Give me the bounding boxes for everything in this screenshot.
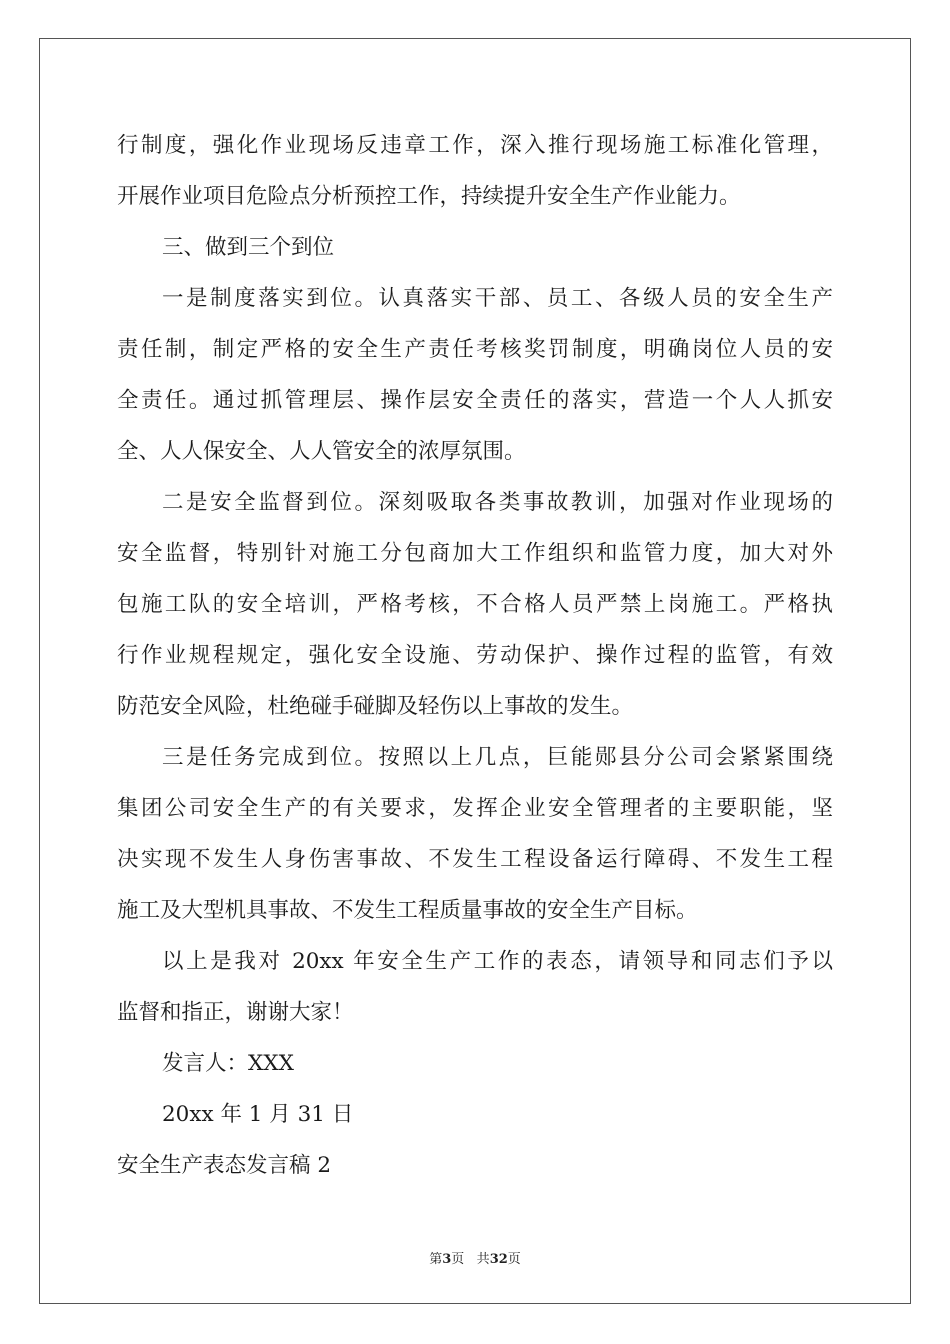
text-line: 施工及大型机具事故、不发生工程质量事故的安全生产目标。: [117, 898, 698, 923]
text-line: 三是任务完成到位。按照以上几点，巨能郧县分公司会紧紧围绕: [162, 745, 833, 770]
text-line: 以上是我对 20xx 年安全生产工作的表态，请领导和同志们予以: [162, 949, 833, 974]
text-line: 包施工队的安全培训，严格考核，不合格人员严禁上岗施工。严格执: [117, 592, 833, 617]
text-line: 行制度，强化作业现场反违章工作，深入推行现场施工标准化管理，: [117, 133, 833, 158]
text-line: 一是制度落实到位。认真落实干部、员工、各级人员的安全生产: [162, 286, 833, 311]
footer-total-prefix: 共: [476, 1252, 490, 1267]
next-title: 安全生产表态发言稿 2: [117, 1153, 332, 1178]
text-line: 行作业规程规定，强化安全设施、劳动保护、操作过程的监管，有效: [117, 643, 833, 668]
text-line: 监督和指正，谢谢大家！: [117, 1000, 354, 1025]
footer-total-suffix: 页: [507, 1252, 521, 1267]
speaker-line: 发言人：XXX: [162, 1051, 294, 1076]
date-line: 20xx 年 1 月 31 日: [162, 1102, 354, 1127]
text-line: 责任制，制定严格的安全生产责任考核奖罚制度，明确岗位人员的安: [117, 337, 833, 362]
text-line: 决实现不发生人身伤害事故、不发生工程设备运行障碍、不发生工程: [117, 847, 833, 872]
footer-total-pages: 32: [489, 1252, 508, 1267]
text-line: 集团公司安全生产的有关要求，发挥企业安全管理者的主要职能，坚: [117, 796, 833, 821]
text-line: 开展作业项目危险点分析预控工作，持续提升安全生产作业能力。: [117, 184, 741, 209]
document-body: [117, 120, 833, 1191]
text-line: 安全监督，特别针对施工分包商加大工作组织和监管力度，加大对外: [117, 541, 833, 566]
text-line: 全责任。通过抓管理层、操作层安全责任的落实，营造一个人人抓安: [117, 388, 833, 413]
footer-page-number: 3: [442, 1252, 452, 1267]
text-line: 全、人人保安全、人人管安全的浓厚氛围。: [117, 439, 526, 464]
footer-page-suffix: 页: [451, 1252, 465, 1267]
page-footer: [0, 1248, 950, 1267]
section-heading: 三、做到三个到位: [162, 235, 335, 260]
text-line: 防范安全风险，杜绝碰手碰脚及轻伤以上事故的发生。: [117, 694, 634, 719]
text-line: 二是安全监督到位。深刻吸取各类事故教训，加强对作业现场的: [162, 490, 833, 515]
footer-prefix: 第: [429, 1252, 443, 1267]
